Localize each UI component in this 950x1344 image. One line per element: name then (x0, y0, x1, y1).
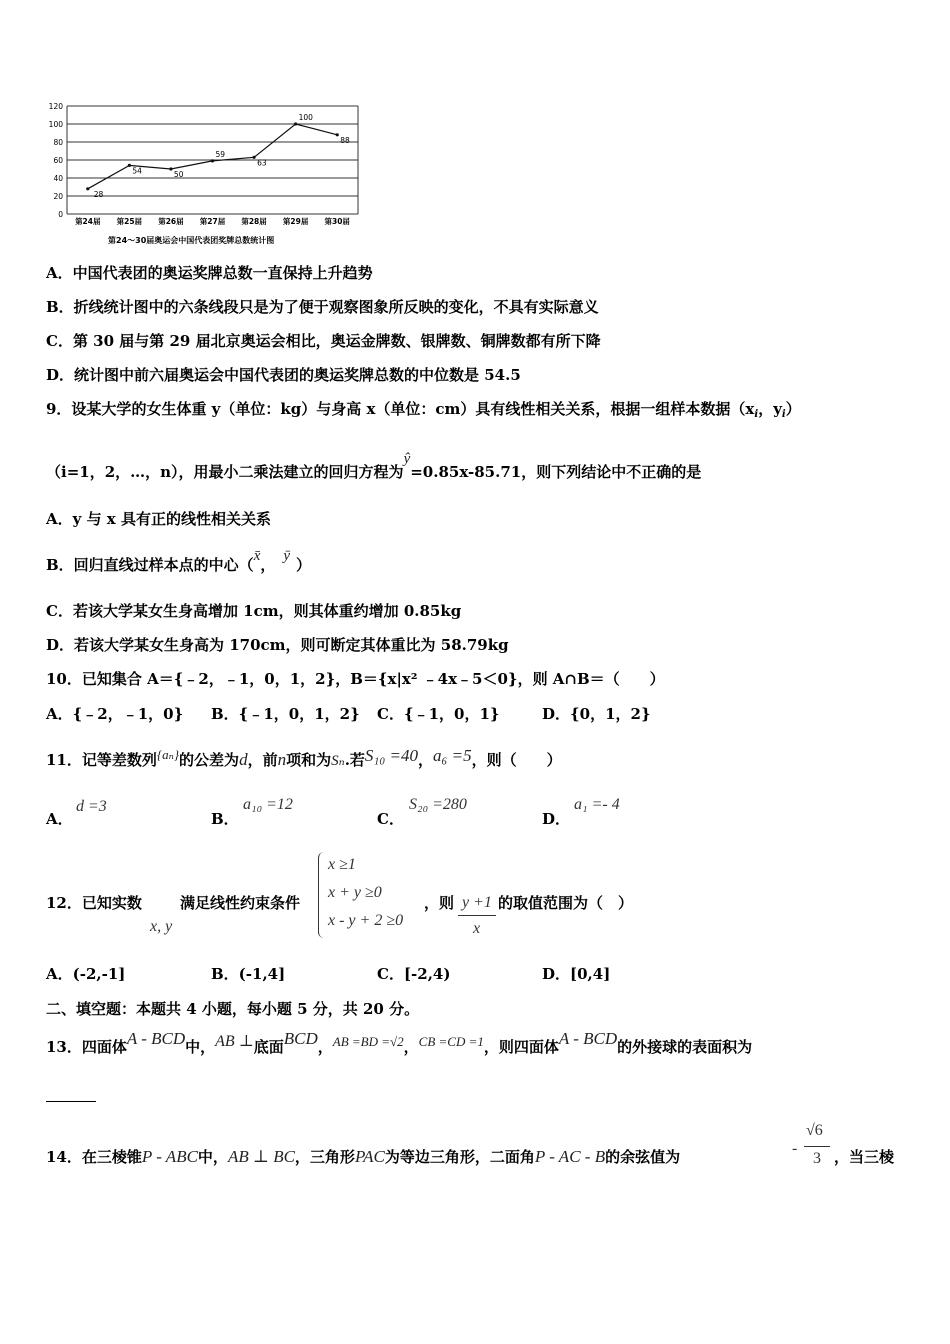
q11-option-c-math: S₂₀ =280 (409, 796, 467, 813)
q10-stem: 10．已知集合 A＝{﹣2，﹣1，0，1，2}，B＝{x|x² ﹣4x﹣5＜0}，则 A∩B＝（ ） (46, 670, 665, 688)
q12-option-c: C．[-2,4) (377, 965, 451, 983)
x-tick-label: 第27届 (199, 217, 226, 226)
q12-variables: x, y (150, 918, 173, 935)
q13-stem: 13．四面体A - BCD中，AB ⊥底面BCD，AB =BD =√2，CB =CD =1，则四面体A - BCD的外接球的表面积为 (46, 1029, 753, 1056)
q10-option-c: C．{﹣1，0，1} (377, 705, 500, 723)
q12-stem-a: 12．已知实数 (46, 894, 142, 912)
y-tick-label: 40 (53, 174, 63, 183)
x-tick-label: 第29届 (282, 217, 309, 226)
q12-constraint-3: x - y + 2 ≥0 (328, 912, 404, 929)
y-tick-label: 60 (53, 156, 63, 165)
data-label: 54 (132, 166, 142, 176)
y-tick-label: 80 (53, 138, 63, 147)
q12-option-a: A．(-2,-1] (46, 965, 126, 983)
q11-option-a-math: d =3 (76, 798, 107, 815)
y-tick-labels (49, 102, 64, 219)
q12-stem-d: 的取值范围为（ ） (498, 894, 634, 912)
x-tick-labels (75, 216, 350, 226)
data-labels (94, 113, 350, 199)
data-point (252, 156, 255, 159)
q8-option-a: A．中国代表团的奥运奖牌总数一直保持上升趋势 (46, 264, 373, 282)
data-label: 63 (257, 158, 267, 168)
q12-fraction-num: y +1 (462, 894, 492, 911)
chart-title: 第24～30届奥运会中国代表团奖牌总数统计图 (108, 236, 275, 245)
data-point (336, 133, 339, 136)
data-point (128, 164, 131, 167)
q11-option-b-math: a₁₀ =12 (243, 796, 293, 813)
q11-option-d-math: a₁ =- 4 (574, 796, 620, 813)
data-label: 28 (93, 189, 104, 199)
q14-stem-end: ，当三棱 (834, 1148, 895, 1166)
y-tick-label: 120 (48, 102, 63, 111)
q12-option-d: D．[0,4] (542, 965, 611, 983)
q12-option-b: B．(-1,4] (211, 965, 286, 983)
q9-option-b: B．回归直线过样本点的中心（x̄， ȳ ） (46, 548, 312, 574)
q10-option-b: B．{﹣1，0，1，2} (211, 705, 360, 723)
q11-stem: 11．记等差数列{aₙ}的公差为d，前n项和为Sₙ.若S₁₀ =40，a₆ =5，则（ ） (46, 746, 562, 769)
q14-fraction-den: 3 (813, 1150, 821, 1167)
chart-series (86, 122, 339, 190)
x-tick-label: 第24届 (75, 217, 101, 226)
q11-option-d-label: D． (542, 810, 571, 828)
q12-constraint-1: x ≥1 (328, 856, 356, 873)
data-point (211, 159, 214, 162)
medal-line-chart (40, 100, 370, 250)
x-tick-label: 第26届 (158, 217, 184, 226)
x-tick-label: 第25届 (116, 217, 143, 226)
q12-fraction-bar (458, 915, 496, 916)
q8-option-d: D．统计图中前六届奥运会中国代表团的奥运奖牌总数的中位数是 54.5 (46, 366, 521, 384)
q9-option-d: D．若该大学某女生身高为 170cm，则可断定其体重比为 58.79kg (46, 636, 509, 654)
x-tick-label: 第30届 (324, 217, 350, 226)
q11-option-c-label: C． (377, 810, 404, 828)
q8-option-b: B．折线统计图中的六条线段只是为了便于观察图象所反映的变化，不具有实际意义 (46, 298, 599, 316)
q9-stem-line2: （i=1，2，…，n），用最小二乘法建立的回归方程为ŷ=0.85x-85.71，则下列结论中不正确的是 (46, 451, 702, 481)
q10-option-a: A．{﹣2，﹣1，0} (46, 705, 184, 723)
q8-option-c: C．第 30 届与第 29 届北京奥运会相比，奥运金牌数、银牌数、铜牌数都有所下降 (46, 332, 601, 350)
y-tick-label: 20 (53, 192, 63, 201)
y-tick-label: 100 (48, 120, 63, 129)
constraint-brace (318, 852, 327, 938)
q14-fraction-bar (804, 1146, 830, 1147)
y-tick-label: 0 (58, 210, 63, 219)
q14-fraction-num: √6 (806, 1122, 823, 1139)
q14-minus-sign: - (792, 1140, 798, 1157)
q12-fraction-den: x (473, 920, 481, 937)
data-label: 88 (340, 135, 350, 145)
q12-stem-b: 满足线性约束条件 (180, 894, 301, 912)
q9-option-a: A．y 与 x 具有正的线性相关关系 (46, 510, 271, 528)
series-line (88, 124, 337, 189)
data-label: 100 (298, 113, 313, 122)
q9-option-c: C．若该大学某女生身高增加 1cm，则其体重约增加 0.85kg (46, 602, 462, 620)
q9-stem-line1: 9．设某大学的女生体重 y（单位：kg）与身高 x（单位：cm）具有线性相关关系，根据一组样本数据（$x_i$，$y_i$） (46, 400, 801, 420)
data-point (169, 167, 172, 170)
q11-option-b-label: B． (211, 810, 239, 828)
data-label: 59 (215, 149, 226, 159)
q12-stem-c: ，则 (424, 894, 455, 912)
data-point (294, 122, 297, 125)
data-label: 50 (173, 170, 184, 179)
q10-option-d: D．{0，1，2} (542, 705, 651, 723)
q11-option-a-label: A． (46, 810, 73, 828)
q12-constraint-2: x + y ≥0 (328, 884, 382, 901)
q13-answer-blank (46, 1101, 96, 1102)
q14-stem: 14．在三棱锥P - ABC中，AB ⊥ BC，三角形PAC为等边三角形，二面角P - AC - B的余弦值为 (46, 1147, 681, 1166)
x-tick-label: 第28届 (241, 217, 267, 226)
section-2-heading: 二、填空题：本题共 4 小题，每小题 5 分，共 20 分。 (46, 1000, 420, 1018)
data-point (86, 187, 89, 190)
